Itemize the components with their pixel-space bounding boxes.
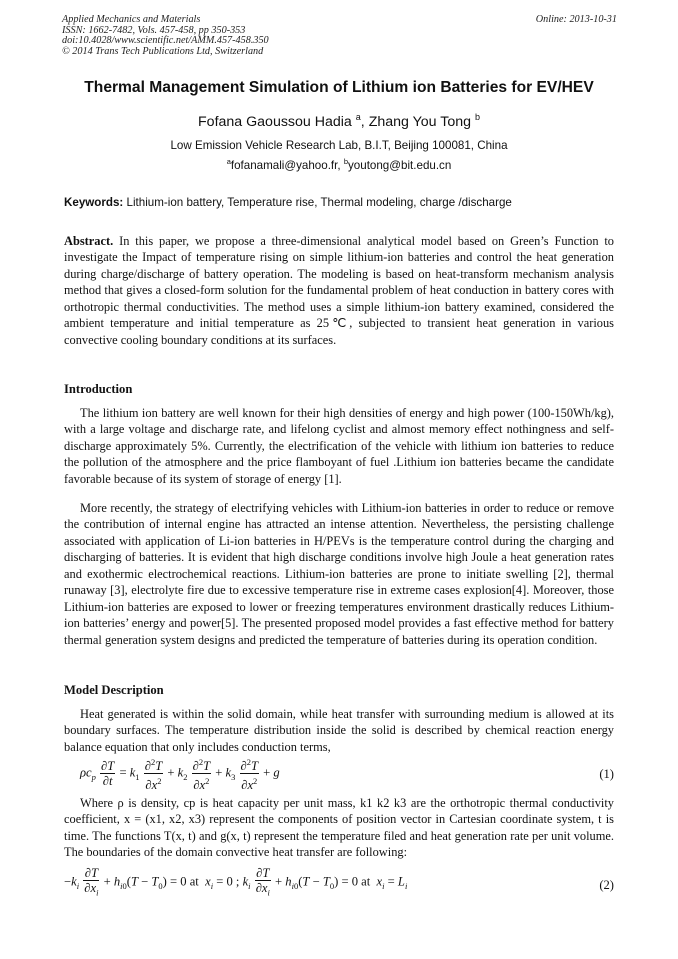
model-p1-text: Heat generated is within the solid domain, while heat transfer with surrounding medium is allowed at its boundary surfaces. The temperature distribution inside the solid is described by chemical reaction energy balance equation that only includes conduction terms,: [64, 707, 614, 754]
intro-paragraph-1: [64, 405, 614, 487]
model-p2-text: Where ρ is density, cp is heat capacity per unit mass, k1 k2 k3 are the orthotropic thermal conductivity coefficient, x = (x1, x2, x3) represent the components of position vector in Cartesian coordinate system, t is time. The functions T(x, t) and g(x, t) represent the temperature filed and heat generation rate per unit volume. The boundaries of the domain convective heat transfer are following:: [64, 796, 614, 860]
intro-p1-text: The lithium ion battery are well known for their high densities of energy and high power (100-150Wh/kg), with a large voltage and discharge rate, and lifelong cyclist and almost memory effect nothingness and self-discharge approximately 5%. Currently, the electrification of the vehicle with lithium ion batteries to reduce the pollution of the atmosphere and the price flamboyant of fuel .Lithium ion batteries became the candidate favorable because of its system of storage of energy [1].: [64, 406, 614, 486]
equation-2: $-k_i$ $\frac{\partial T}{\partial x_i}$ + $h_{i0}(T - T_0) = 0$ at $x_i = 0$ ; $k_i$ $\frac{\partial T}{\partial x_i}$ + $h_{i0}(T - T_0) = 0$ at $x_i = L_i$ (2): [64, 866, 614, 898]
model-heading: Model Description: [64, 683, 164, 697]
abstract-text: In this paper, we propose a three-dimensional analytical model based on Green’s Function to investigate the Impact of temperature rising on simple lithium-ion batteries and control the heat generation during charge/discharge of battery operation. The modeling is based on heat-transform mechanism analysis method that gives a closed-form solution for the fundamental problem of heat conduction in battery cores with orthotropic thermal conductivities. The method uses a simple lithium-ion battery examined, considered the ambient temperature and initial temperature as 25℃, subjected to transient heat generation in various convective cooling boundary conditions at its surfaces.: [64, 234, 615, 347]
keywords: [64, 196, 624, 209]
online-date: Online: 2013-10-31: [535, 14, 617, 25]
email-b[interactable]: youtong@bit.edu.cn: [348, 159, 452, 172]
authors: Fofana Gaoussou Hadia $^a$, Zhang You Tong $^b$: [198, 112, 480, 130]
doi: doi:10.4028/www.scientific.net/AMM.457-458.350: [62, 35, 269, 47]
author-1: Fofana Gaoussou Hadia: [198, 114, 352, 130]
author-2-mark: b: [474, 112, 480, 122]
model-paragraph-1: [64, 706, 614, 755]
email-a-mark: a: [226, 157, 231, 166]
intro-p2-text: More recently, the strategy of electrifying vehicles with Lithium-ion batteries in order to reduce or remove the contribution of internal engine has attracted an intense attention. Nevertheless, the persisting challenge associated with application of Li-ion batteries in H/PEVs is the temperature control during the charging and discharging of batteries. It is evident that high discharge conditions involve high Joule a heat generation rates and exothermic electrochemical reactions. Lithium-ion batteries are prone to initiate swelling [2], thermal runaway [3], electrolyte fire due to excessive temperature rise in extreme cases explosion[4]. Moreover, those Lithium-ion batteries are exposed to lower or freezing temperatures environment drastically reduces Lithium-ion batteries’ energy and power[5]. The presented proposed model provides a fast effective method for battery thermal generation system designs and predicted the temperature of batteries during its operation condition.: [64, 501, 614, 647]
email-b-mark: b: [343, 157, 348, 166]
affiliation: Low Emission Vehicle Research Lab, B.I.T, Beijing 100081, China: [170, 139, 508, 152]
abstract: [64, 233, 614, 348]
equation-1-number: (1): [599, 767, 614, 781]
journal-name: Applied Mechanics and Materials: [62, 14, 201, 25]
issn: ISSN: 1662-7482, Vols. 457-458, pp 350-353: [62, 24, 246, 36]
copyright: © 2014 Trans Tech Publications Ltd, Switzerland: [62, 45, 264, 57]
emails: [40, 159, 638, 172]
equation-1: $\rho c_p$ $\frac{\partial T}{\partial t}$ = $k_1$ $\frac{\partial^2T}{\partial x^2}$ + $k_2$ $\frac{\partial^2T}{\partial x^2}$ + $k_3$ $\frac{\partial^2T}{\partial x^2}$ + g (1): [80, 757, 614, 793]
journal-header: [62, 15, 617, 57]
author-1-mark: a: [355, 112, 361, 122]
equation-2-number: (2): [599, 878, 614, 892]
keywords-text: Lithium-ion battery, Temperature rise, Thermal modeling, charge /discharge: [126, 196, 512, 209]
introduction-heading: Introduction: [64, 382, 133, 396]
abstract-label: Abstract.: [64, 234, 114, 248]
intro-paragraph-2: [64, 500, 614, 648]
paper-title: Thermal Management Simulation of Lithium ion Batteries for EV/HEV: [84, 79, 594, 96]
email-a[interactable]: fofanamali@yahoo.fr,: [230, 159, 341, 172]
keywords-label: Keywords:: [64, 196, 124, 209]
author-2: Zhang You Tong: [368, 114, 471, 130]
model-paragraph-2: [64, 795, 614, 861]
